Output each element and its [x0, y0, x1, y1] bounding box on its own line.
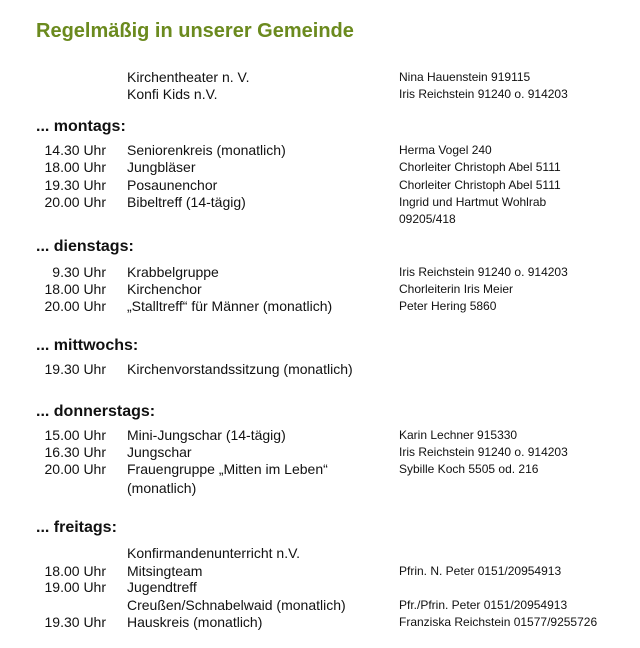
- event-name: Mitsingteam: [127, 563, 203, 579]
- event-time: 18.00 Uhr: [44, 281, 106, 297]
- event-name: Konfirmandenunterricht n.V.: [127, 545, 301, 561]
- schedule-row: [0, 460, 640, 478]
- event-time: 19.30 Uhr: [44, 614, 106, 630]
- event-name: Jungschar: [127, 444, 192, 460]
- event-name: Posaunenchor: [127, 177, 218, 193]
- event-contact: 09205/418: [399, 212, 456, 226]
- schedule-row: [0, 263, 640, 281]
- day-heading: ... mittwochs:: [36, 337, 139, 354]
- event-contact: Nina Hauenstein 919115: [399, 70, 531, 84]
- schedule-row: [0, 158, 640, 176]
- event-contact: Iris Reichstein 91240 o. 914203: [399, 445, 568, 459]
- event-time: 20.00 Uhr: [44, 298, 106, 314]
- event-time: 18.00 Uhr: [44, 563, 106, 579]
- event-contact: Sybille Koch 5505 od. 216: [399, 462, 539, 476]
- schedule-row: [0, 176, 640, 194]
- schedule-row: [0, 613, 640, 631]
- event-name: (monatlich): [127, 480, 197, 496]
- event-time: 18.00 Uhr: [44, 159, 106, 175]
- event-name: Seniorenkreis (monatlich): [127, 142, 286, 158]
- event-name: Konfi Kids n.V.: [127, 86, 218, 102]
- schedule-row: [0, 193, 640, 211]
- event-contact: Karin Lechner 915330: [399, 428, 518, 442]
- event-time: 16.30 Uhr: [44, 444, 106, 460]
- day-heading: ... donnerstags:: [36, 403, 156, 420]
- schedule-row: [0, 596, 640, 614]
- event-name: Kirchenvorstandssitzung (monatlich): [127, 361, 353, 377]
- event-name: Frauengruppe „Mitten im Leben“: [127, 461, 328, 477]
- event-contact: Chorleiter Christoph Abel 5111: [399, 178, 561, 192]
- event-name: Krabbelgruppe: [127, 264, 219, 280]
- event-time: 19.30 Uhr: [44, 361, 106, 377]
- event-name: Mini-Jungschar (14-tägig): [127, 427, 286, 443]
- event-time: 15.00 Uhr: [44, 427, 106, 443]
- event-name: „Stalltreff“ für Männer (monatlich): [127, 298, 333, 314]
- event-name: Jugendtreff: [127, 579, 197, 595]
- event-contact: Chorleiter Christoph Abel 5111: [399, 160, 561, 174]
- event-time: 20.00 Uhr: [44, 194, 106, 210]
- event-name: Bibeltreff (14-tägig): [127, 194, 246, 210]
- schedule-row: [0, 297, 640, 315]
- event-time: 20.00 Uhr: [44, 461, 106, 477]
- schedule-row: [0, 479, 640, 497]
- schedule-row: [0, 68, 640, 86]
- page-title: Regelmäßig in unserer Gemeinde: [36, 20, 354, 42]
- schedule-row: [0, 578, 640, 596]
- event-name: Kirchentheater n. V.: [127, 69, 250, 85]
- schedule-row: [0, 280, 640, 298]
- event-name: Hauskreis (monatlich): [127, 614, 263, 630]
- event-name: Jungbläser: [127, 159, 196, 175]
- schedule-row: [0, 141, 640, 159]
- event-contact: Pfrin. N. Peter 0151/20954913: [399, 564, 562, 578]
- event-contact: Herma Vogel 240: [399, 143, 492, 157]
- event-time: 9.30 Uhr: [52, 264, 106, 280]
- event-contact: Peter Hering 5860: [399, 299, 497, 313]
- event-name: Creußen/Schnabelwaid (monatlich): [127, 597, 346, 613]
- event-time: 19.30 Uhr: [44, 177, 106, 193]
- day-heading: ... dienstags:: [36, 238, 134, 255]
- schedule-row: [0, 85, 640, 103]
- schedule-row: [0, 210, 640, 228]
- day-heading: ... montags:: [36, 118, 126, 135]
- event-contact: Ingrid und Hartmut Wohlrab: [399, 195, 547, 209]
- event-contact: Pfr./Pfrin. Peter 0151/20954913: [399, 598, 568, 612]
- event-contact: Iris Reichstein 91240 o. 914203: [399, 87, 568, 101]
- schedule-row: [0, 443, 640, 461]
- event-contact: Chorleiterin Iris Meier: [399, 282, 514, 296]
- day-heading: ... freitags:: [36, 519, 117, 536]
- schedule-row: [0, 360, 640, 378]
- event-contact: Iris Reichstein 91240 o. 914203: [399, 265, 568, 279]
- event-contact: Franziska Reichstein 01577/9255726: [399, 615, 598, 629]
- event-time: 19.00 Uhr: [44, 579, 106, 595]
- schedule-row: [0, 544, 640, 562]
- schedule-row: [0, 426, 640, 444]
- event-time: 14.30 Uhr: [44, 142, 106, 158]
- event-name: Kirchenchor: [127, 281, 202, 297]
